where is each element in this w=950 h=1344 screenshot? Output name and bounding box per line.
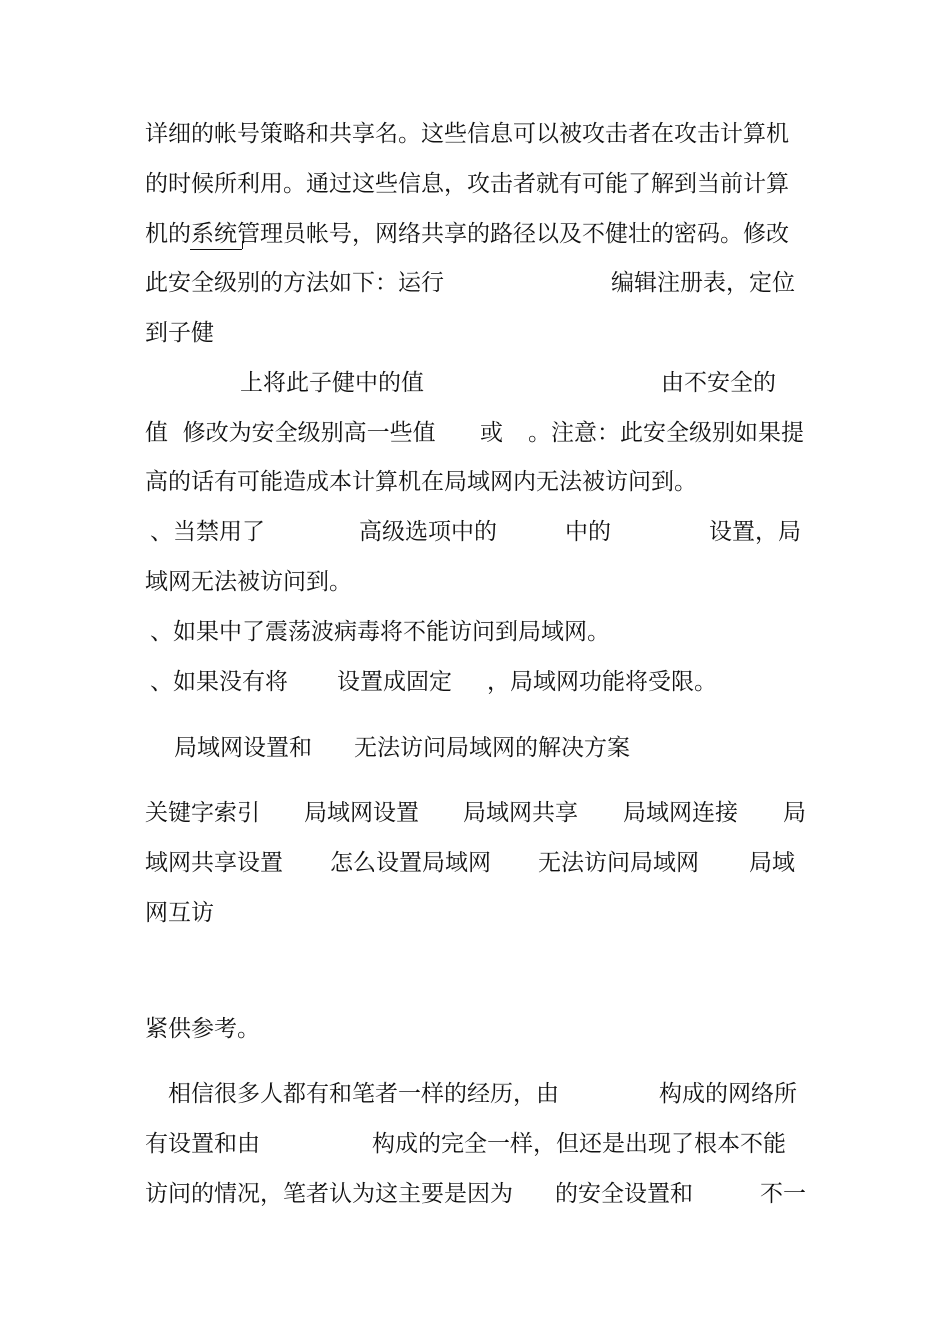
paragraph-segment: 或 [480,420,503,446]
keyword: 域网共享设置 [145,850,283,876]
paragraph-segment: 由不安全的 [661,370,776,396]
paragraph-segment: 不一 [760,1181,806,1207]
paragraph-segment: 构成的完全一样，但还是出现了根本不能 [372,1131,786,1157]
section-heading: 局域网设置和 [174,735,312,761]
paragraph-segment: 上将此子健中的值 [240,370,424,396]
keyword: 局域网连接 [623,800,738,826]
paragraph-line: 到子健 [145,320,214,346]
keyword: 怎么设置局域网 [330,850,491,876]
paragraph-segment: 。注意：此安全级别如果提 [528,420,804,446]
paragraph-line: 详细的帐号策略和共享名。这些信息可以被攻击者在攻击计算机 [145,121,789,147]
list-item-segment: 设置，局 [709,519,801,545]
paragraph-line: 高的话有可能造成本计算机在局域网内无法被访问到。 [145,469,697,495]
keyword: 局 [783,800,806,826]
paragraph-segment: 有设置和由 [145,1131,260,1157]
underline-mark [190,249,242,250]
keyword: 局域网设置 [304,800,419,826]
paragraph-segment: 值 修改为安全级别高一些值 [145,420,436,446]
note-text: 紧供参考。 [145,1016,260,1042]
list-item-segment: 、如果没有将 [150,669,288,695]
paragraph-segment: 相信很多人都有和笔者一样的经历，由 [168,1081,559,1107]
keyword-label: 关键字索引 [145,800,260,826]
keyword: 局域网共享 [463,800,578,826]
paragraph-segment: 构成的网络所 [659,1081,797,1107]
list-item-segment: ，局域网功能将受限。 [487,669,717,695]
paragraph-segment: 编辑注册表，定位 [611,270,795,296]
keyword: 网互访 [145,900,214,926]
keyword: 无法访问局域网 [538,850,699,876]
list-item-segment: 中的 [565,519,611,545]
paragraph-segment: 此安全级别的方法如下：运行 [145,270,444,296]
paragraph-line: 机的系统管理员帐号，网络共享的路径以及不健壮的密码。修改 [145,221,789,247]
paragraph-segment: 访问的情况，笔者认为这主要是因为 [145,1181,513,1207]
list-item-line: 、如果中了震荡波病毒将不能访问到局域网。 [150,619,610,645]
section-heading: 无法访问局域网的解决方案 [354,735,630,761]
paragraph-segment: 的安全设置和 [555,1181,693,1207]
keyword: 局域 [749,850,795,876]
list-item-line: 域网无法被访问到。 [145,569,352,595]
list-item-segment: 设置成固定 [337,669,452,695]
list-item-segment: 、当禁用了 [150,519,265,545]
list-item-segment: 高级选项中的 [359,519,497,545]
paragraph-line: 的时候所利用。通过这些信息，攻击者就有可能了解到当前计算 [145,171,789,197]
